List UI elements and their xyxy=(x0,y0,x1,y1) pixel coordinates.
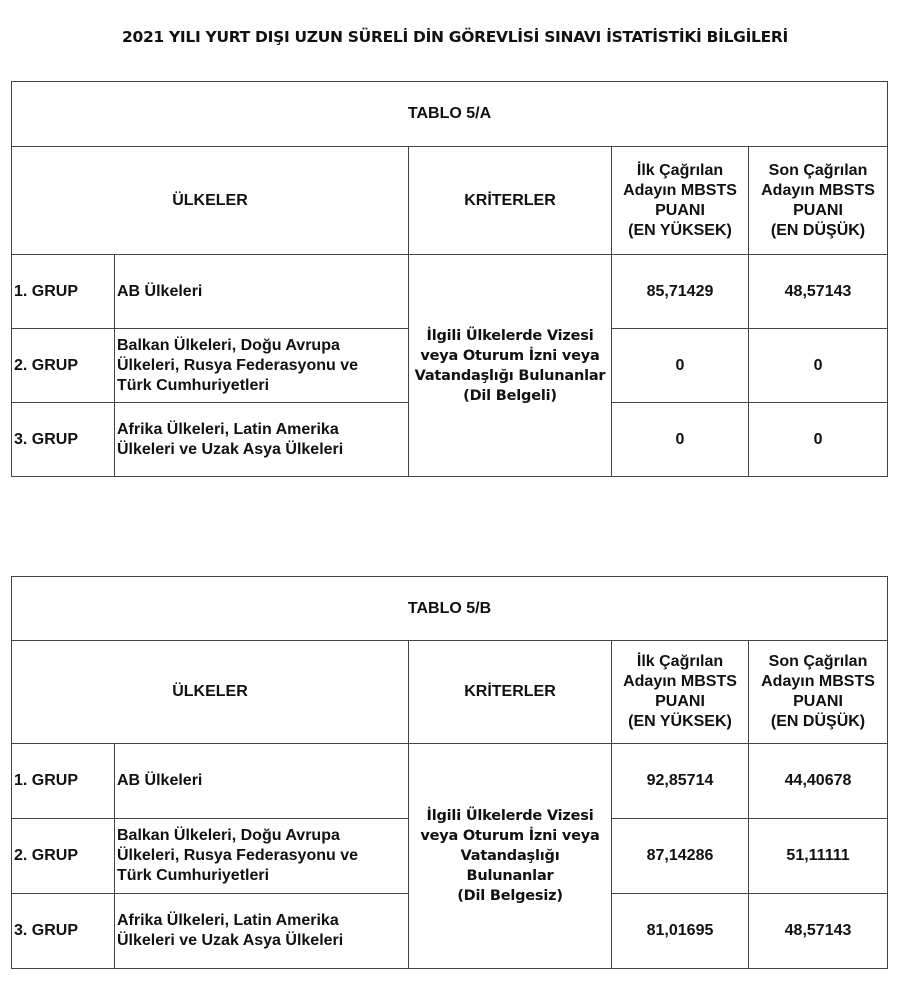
criteria-cell: İlgili Ülkelerde Vizesi veya Oturum İzni veya Vatandaşlığı Bulunanlar (Dil Belgeli) xyxy=(409,255,612,477)
header-first-called-score: İlk Çağrılan Adayın MBSTS PUANI (EN YÜKSEK) xyxy=(612,147,749,255)
first-called-score: 85,71429 xyxy=(612,255,749,329)
group-label: 1. GRUP xyxy=(12,255,115,329)
table-row xyxy=(12,255,888,329)
first-called-score: 0 xyxy=(612,329,749,403)
last-called-score: 44,40678 xyxy=(749,744,888,819)
first-called-score: 87,14286 xyxy=(612,819,749,894)
table-row xyxy=(12,744,888,819)
group-label: 1. GRUP xyxy=(12,744,115,819)
last-called-score: 48,57143 xyxy=(749,255,888,329)
header-first-called-score: İlk Çağrılan Adayın MBSTS PUANI (EN YÜKSEK) xyxy=(612,641,749,744)
last-called-score: 0 xyxy=(749,329,888,403)
header-countries: ÜLKELER xyxy=(12,147,409,255)
table-5a xyxy=(11,81,888,477)
criteria-cell: İlgili Ülkelerde Vizesi veya Oturum İzni veya Vatandaşlığı Bulunanlar (Dil Belgesiz) xyxy=(409,744,612,969)
first-called-score: 81,01695 xyxy=(612,894,749,969)
first-called-score: 0 xyxy=(612,403,749,477)
table-title: TABLO 5/A xyxy=(12,82,888,147)
header-last-called-score: Son Çağrılan Adayın MBSTS PUANI (EN DÜŞÜK) xyxy=(749,641,888,744)
header-criteria: KRİTERLER xyxy=(409,147,612,255)
header-last-called-score: Son Çağrılan Adayın MBSTS PUANI (EN DÜŞÜK) xyxy=(749,147,888,255)
last-called-score: 48,57143 xyxy=(749,894,888,969)
group-countries: AB Ülkeleri xyxy=(115,255,409,329)
group-countries: Balkan Ülkeleri, Doğu Avrupa Ülkeleri, Rusya Federasyonu ve Türk Cumhuriyetleri xyxy=(115,329,409,403)
table-title: TABLO 5/B xyxy=(12,577,888,641)
table-5b xyxy=(11,576,888,969)
group-countries: Afrika Ülkeleri, Latin Amerika Ülkeleri ve Uzak Asya Ülkeleri xyxy=(115,894,409,969)
group-countries: AB Ülkeleri xyxy=(115,744,409,819)
group-countries: Afrika Ülkeleri, Latin Amerika Ülkeleri ve Uzak Asya Ülkeleri xyxy=(115,403,409,477)
last-called-score: 51,11111 xyxy=(749,819,888,894)
group-label: 2. GRUP xyxy=(12,819,115,894)
page-title: 2021 YILI YURT DIŞI UZUN SÜRELİ DİN GÖREVLİSİ SINAVI İSTATİSTİKİ BİLGİLERİ xyxy=(121,28,789,46)
header-criteria: KRİTERLER xyxy=(409,641,612,744)
group-label: 2. GRUP xyxy=(12,329,115,403)
last-called-score: 0 xyxy=(749,403,888,477)
header-countries: ÜLKELER xyxy=(12,641,409,744)
first-called-score: 92,85714 xyxy=(612,744,749,819)
group-countries: Balkan Ülkeleri, Doğu Avrupa Ülkeleri, Rusya Federasyonu ve Türk Cumhuriyetleri xyxy=(115,819,409,894)
group-label: 3. GRUP xyxy=(12,894,115,969)
group-label: 3. GRUP xyxy=(12,403,115,477)
